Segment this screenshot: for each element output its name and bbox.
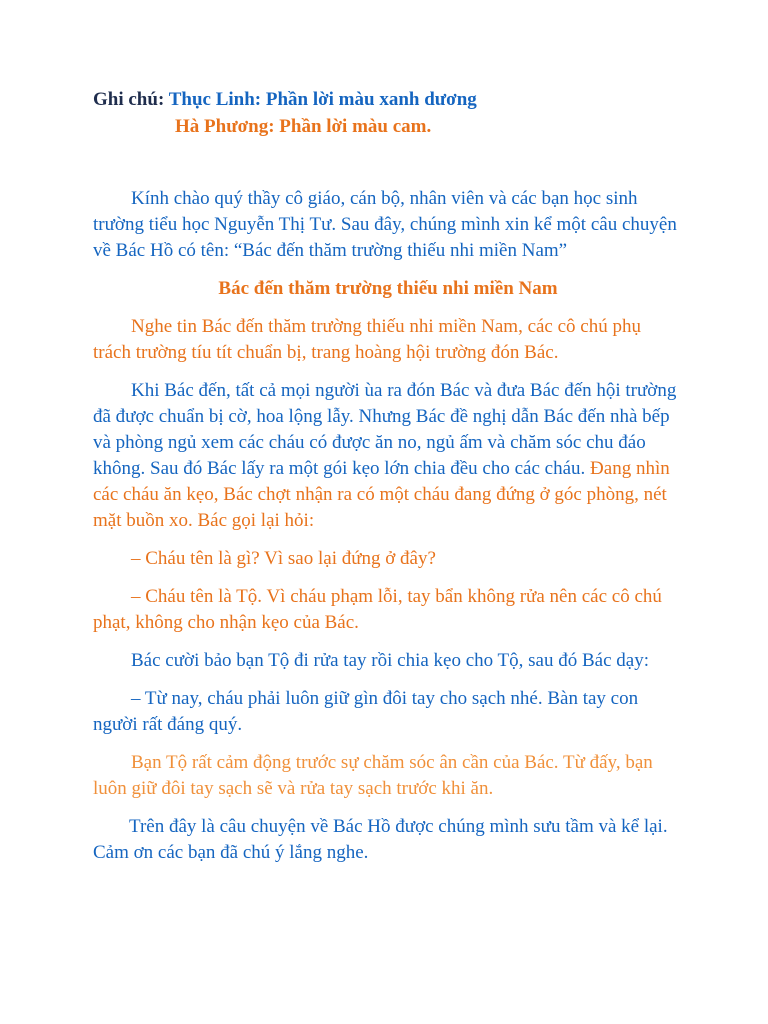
story-title: Bác đến thăm trường thiếu nhi miền Nam bbox=[218, 278, 558, 299]
intro-paragraph: Kính chào quý thầy cô giáo, cán bộ, nhân viên và các bạn học sinh trường tiểu học Nguyễn Thị Tư. Sau đây, chúng mình xin kể một câu chuyện về Bác Hồ có tên: “Bác đến thăm trường thiếu nhi miền Nam” bbox=[93, 188, 677, 261]
legend-label: Ghi chú: bbox=[93, 89, 165, 110]
story-body bbox=[93, 186, 683, 878]
legend-ha-phuong: Hà Phương: Phần lời màu cam. bbox=[175, 116, 432, 137]
paragraph-2-orange: Đang nhìn các cháu ăn kẹo, Bác chợt nhận ra có một cháu đang đứng ở góc phòng, nét mặt buồn xo. Bác gọi lại hỏi: bbox=[93, 458, 670, 531]
paragraph-3: Bác cười bảo bạn Tộ đi rửa tay rồi chia kẹo cho Tộ, sau đó Bác dạy: bbox=[131, 650, 649, 671]
legend-thuc-linh: Thục Linh: Phần lời màu xanh dương bbox=[168, 89, 477, 110]
paragraph-2 bbox=[93, 378, 683, 534]
paragraph-4: Bạn Tộ rất cảm động trước sự chăm sóc ân cần của Bác. Từ đấy, bạn luôn giữ đôi tay sạch sẽ và rửa tay sạch trước khi ăn. bbox=[93, 752, 653, 799]
advice-quote: – Từ nay, cháu phải luôn giữ gìn đôi tay cho sạch nhé. Bàn tay con người rất đáng quý. bbox=[93, 688, 639, 735]
question-1: – Cháu tên là gì? Vì sao lại đứng ở đây? bbox=[131, 548, 436, 569]
legend-line-thuc-linh bbox=[93, 86, 683, 113]
answer-1: – Cháu tên là Tộ. Vì cháu phạm lỗi, tay bẩn không rửa nên các cô chú phạt, không cho nhận kẹo của Bác. bbox=[93, 586, 662, 633]
closing-paragraph: Trên đây là câu chuyện về Bác Hồ được chúng mình sưu tầm và kể lại. Cảm ơn các bạn đã chú ý lắng nghe. bbox=[93, 816, 668, 863]
legend-note bbox=[93, 86, 683, 140]
paragraph-1: Nghe tin Bác đến thăm trường thiếu nhi miền Nam, các cô chú phụ trách trường tíu tít chuẩn bị, trang hoàng hội trường đón Bác. bbox=[93, 316, 641, 363]
paragraph-2-blue: Khi Bác đến, tất cả mọi người ùa ra đón Bác và đưa Bác đến hội trường đã được chuẩn bị cờ, hoa lộng lẫy. Nhưng Bác đề nghị dẫn Bác đến nhà bếp và phòng ngủ xem các cháu có được ăn no, ngủ ấm và chăm sóc chu đáo không. Sau đó Bác lấy ra một gói kẹo lớn chia đều cho các cháu. bbox=[93, 380, 677, 479]
